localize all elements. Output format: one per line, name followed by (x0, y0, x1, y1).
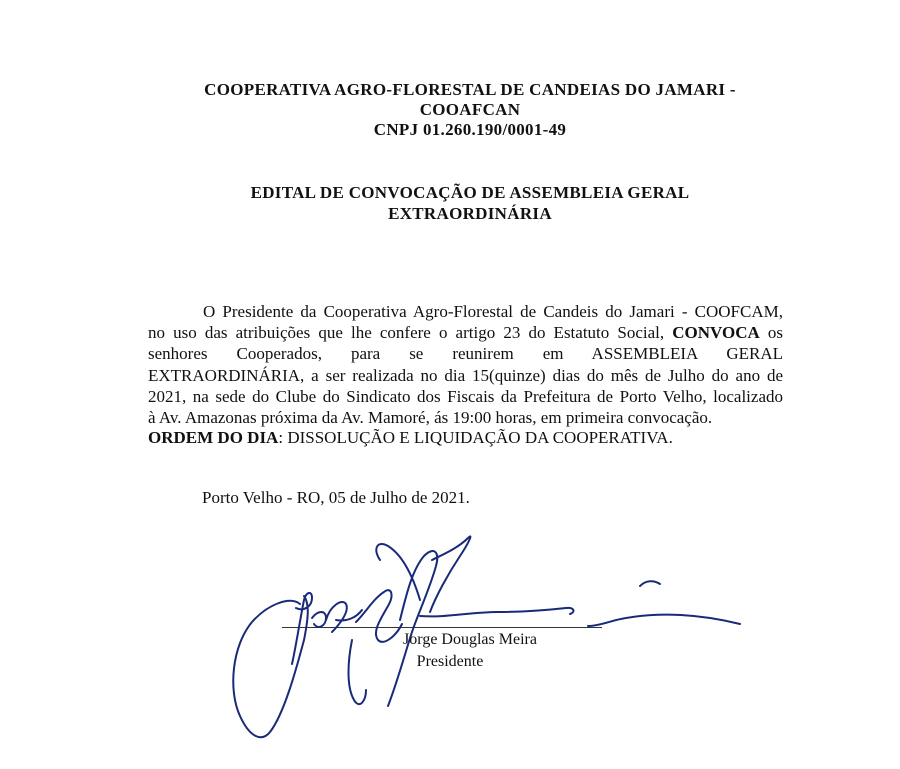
convocation-paragraph (148, 301, 783, 428)
signature-line (282, 627, 602, 628)
place-and-date: Porto Velho - RO, 05 de Julho de 2021. (202, 488, 470, 507)
agenda-label: ORDEM DO DIA (148, 428, 279, 447)
convoca-keyword: CONVOCA (672, 323, 760, 343)
paragraph-text: no uso das atribuições que lhe confere o artigo 23 do Estatuto Social, (148, 323, 665, 343)
paragraph-line (148, 322, 783, 343)
header-cooperative-acronym: COOAFCAN (419, 100, 521, 119)
agenda-text: : DISSOLUÇÃO E LIQUIDAÇÃO DA COOPERATIVA. (278, 428, 673, 447)
paragraph-text: os (767, 323, 784, 343)
document-title (160, 182, 780, 224)
agenda (148, 427, 673, 448)
title-line-2: EXTRAORDINÁRIA (388, 204, 552, 223)
header-cooperative-name: COOPERATIVA AGRO-FLORESTAL DE CANDEIAS DO JAMARI - (204, 80, 736, 99)
paragraph-line: 2021, na sede do Clube do Sindicato dos Fiscais da Prefeitura de Porto Velho, localizado (148, 386, 783, 406)
paragraph-line: O Presidente da Cooperativa Agro-Florestal de Candeis do Jamari - COOFCAM, (203, 302, 783, 321)
header-cnpj: CNPJ 01.260.190/0001-49 (373, 120, 567, 139)
paragraph-line: à Av. Amazonas próxima da Av. Mamoré, ás 19:00 horas, em primeira convocação. (148, 408, 713, 428)
signer-role: Presidente (416, 653, 484, 670)
paragraph-line: senhores Cooperados, para se reunirem em ASSEMBLEIA GERAL (148, 344, 783, 364)
title-line-1: EDITAL DE CONVOCAÇÃO DE ASSEMBLEIA GERAL (250, 183, 690, 202)
signer-name: Jorge Douglas Meira (403, 631, 537, 648)
paragraph-line: EXTRAORDINÁRIA, a ser realizada no dia 15(quinze) dias do mês de Julho do ano de (148, 365, 783, 385)
cooperative-header (160, 80, 780, 140)
